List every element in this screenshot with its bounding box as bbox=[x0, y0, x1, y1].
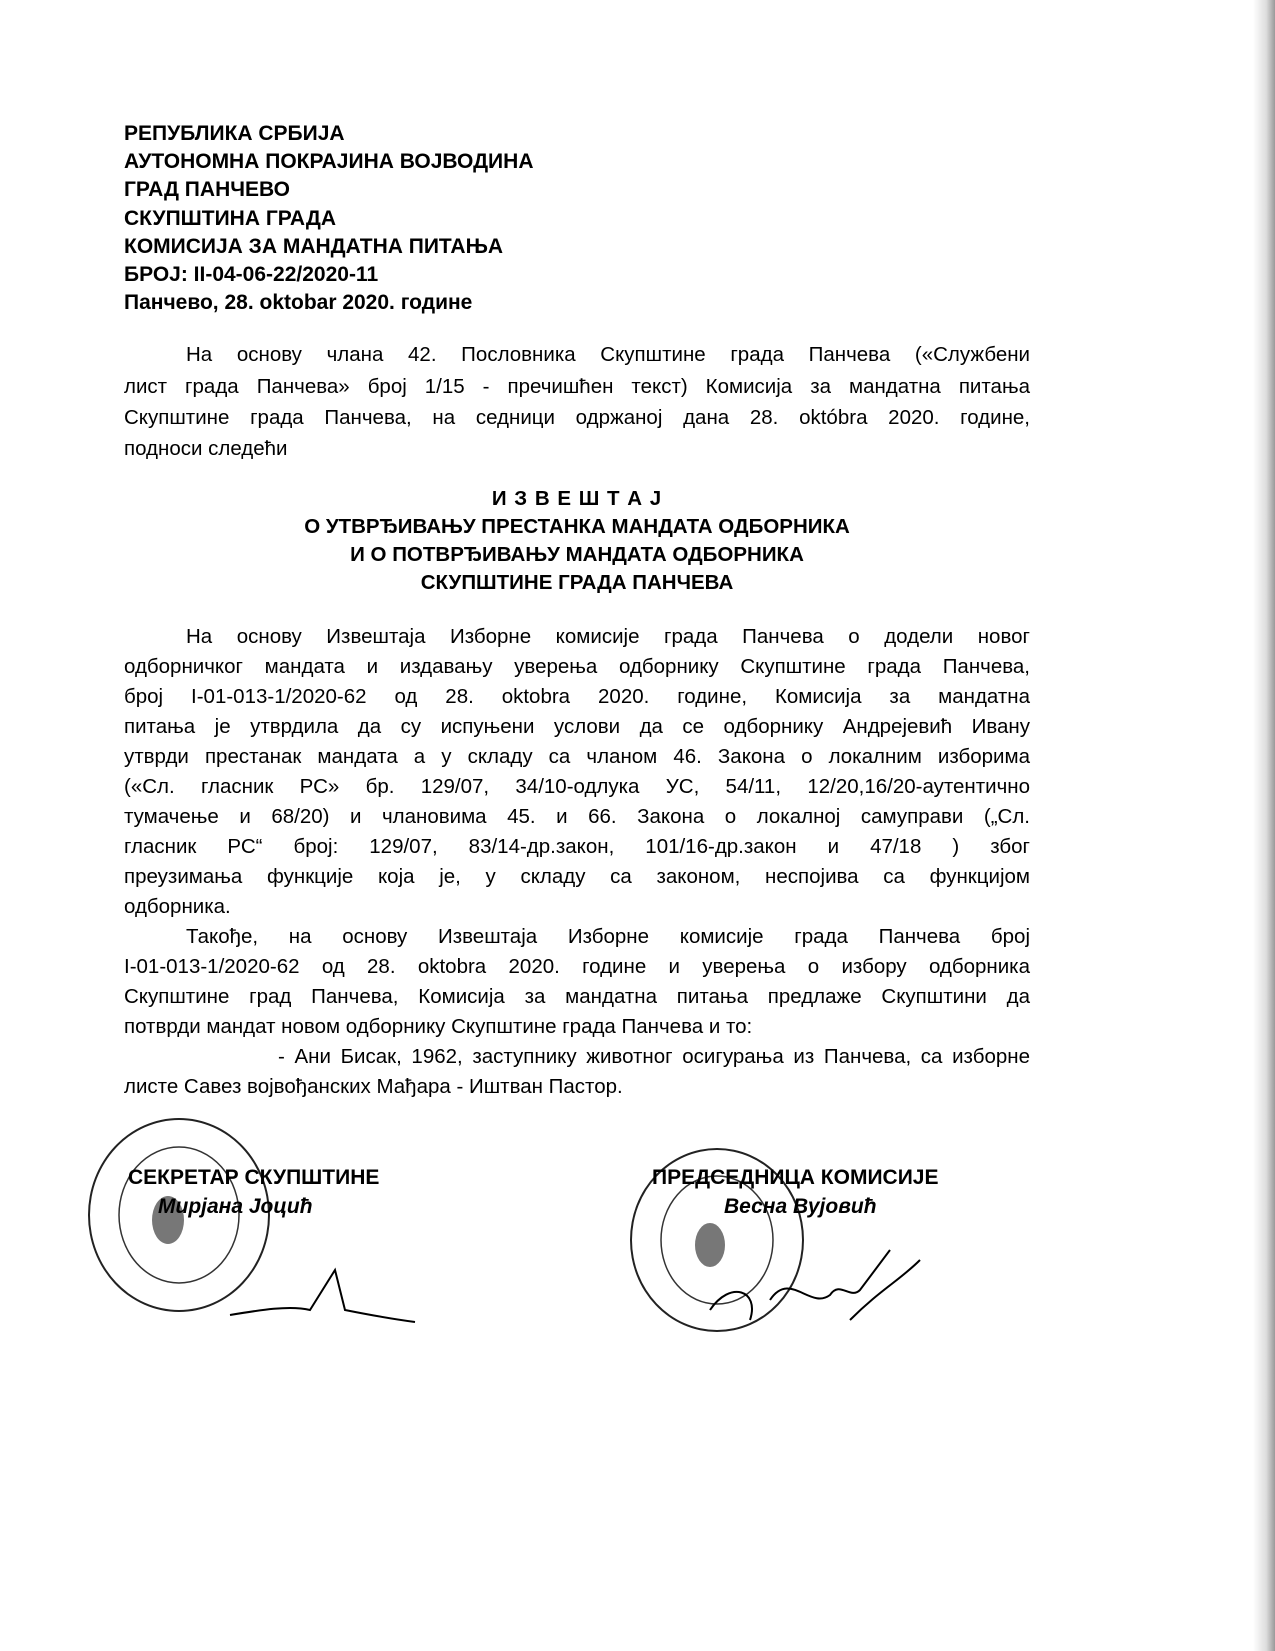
handwritten-signature-right bbox=[690, 1240, 930, 1340]
header-line: РЕПУБЛИКА СРБИЈА bbox=[124, 122, 345, 145]
title-line: О УТВРЂИВАЊУ ПРЕСТАНКА МАНДАТА ОДБОРНИКА bbox=[304, 515, 850, 538]
signature-right-name: Весна Вујовић bbox=[724, 1195, 877, 1218]
text-line: лист града Панчева» број 1/15 - пречишћен текст) Комисија за мандатна питања bbox=[124, 375, 1030, 398]
text-line: преузимања функције која је, у складу са законом, неспојива са функцијом bbox=[124, 865, 1030, 888]
header-line: КОМИСИЈА ЗА МАНДАТНА ПИТАЊА bbox=[124, 235, 504, 258]
text-line: број I-01-013-1/2020-62 од 28. oktobra 2020. године, Комисија за мандатна bbox=[124, 685, 1030, 708]
text-line: Скупштине град Панчева, Комисија за мандатна питања предлаже Скупштини да bbox=[124, 985, 1030, 1008]
text-line: листе Савез војвођанских Мађара - Иштван Пастор. bbox=[124, 1075, 623, 1098]
document-number: БРОЈ: II-04-06-22/2020-11 bbox=[124, 263, 379, 286]
councillor-entry: - Ани Бисак, 1962, заступнику животног осигурања из Панчева, са изборне bbox=[278, 1045, 1030, 1068]
signature-left-role: СЕКРЕТАР СКУПШТИНЕ bbox=[128, 1166, 380, 1189]
text-line: питања је утврдила да су испуњени услови да се одборнику Андрејевић Ивану bbox=[124, 715, 1030, 738]
text-line: подноси следећи bbox=[124, 437, 288, 460]
text-line: одборника. bbox=[124, 895, 231, 918]
document-date: Панчево, 28. oktobar 2020. године bbox=[124, 291, 473, 314]
text-line: («Сл. гласник РС» бр. 129/07, 34/10-одлука УС, 54/11, 12/20,16/20-аутентично bbox=[124, 775, 1030, 798]
header-line: СКУПШТИНА ГРАДА bbox=[124, 207, 336, 230]
text-line: На основу члана 42. Пословника Скупштине града Панчева («Службени bbox=[186, 343, 1030, 366]
text-line: На основу Извештаја Изборне комисије града Панчева о додели новог bbox=[186, 625, 1030, 648]
text-line: потврди мандат новом одборнику Скупштине града Панчева и то: bbox=[124, 1015, 753, 1038]
header-line: АУТОНОМНА ПОКРАЈИНА ВОЈВОДИНА bbox=[124, 150, 534, 173]
text-line: утврди престанак мандата а у складу са чланом 46. Закона о локалним изборима bbox=[124, 745, 1030, 768]
signature-right-role: ПРЕДСЕДНИЦА КОМИСИЈЕ bbox=[652, 1166, 939, 1189]
text-line: одборничког мандата и издавању уверења одборнику Скупштине града Панчева, bbox=[124, 655, 1030, 678]
title-line: СКУПШТИНЕ ГРАДА ПАНЧЕВА bbox=[420, 571, 734, 594]
handwritten-signature-left bbox=[140, 1260, 420, 1340]
scan-edge bbox=[1253, 0, 1275, 1651]
text-line: Такође, на основу Извештаја Изборне комисије града Панчева број bbox=[186, 925, 1030, 948]
text-line: Скупштине града Панчева, на седници одржаној дана 28. októbra 2020. године, bbox=[124, 406, 1030, 429]
title-line: И З В Е Ш Т А Ј bbox=[491, 487, 663, 510]
signature-left-name: Мирјана Јоцић bbox=[158, 1195, 313, 1218]
text-line: I-01-013-1/2020-62 од 28. oktobra 2020. године и уверења о избору одборника bbox=[124, 955, 1030, 978]
text-line: гласник РС“ број: 129/07, 83/14-др.закон, 101/16-др.закон и 47/18 ) због bbox=[124, 835, 1030, 858]
title-line: И О ПОТВРЂИВАЊУ МАНДАТА ОДБОРНИКА bbox=[350, 543, 804, 566]
text-line: тумачење и 68/20) и члановима 45. и 66. Закона о локалној самуправи („Сл. bbox=[124, 805, 1030, 828]
header-line: ГРАД ПАНЧЕВО bbox=[124, 178, 290, 201]
